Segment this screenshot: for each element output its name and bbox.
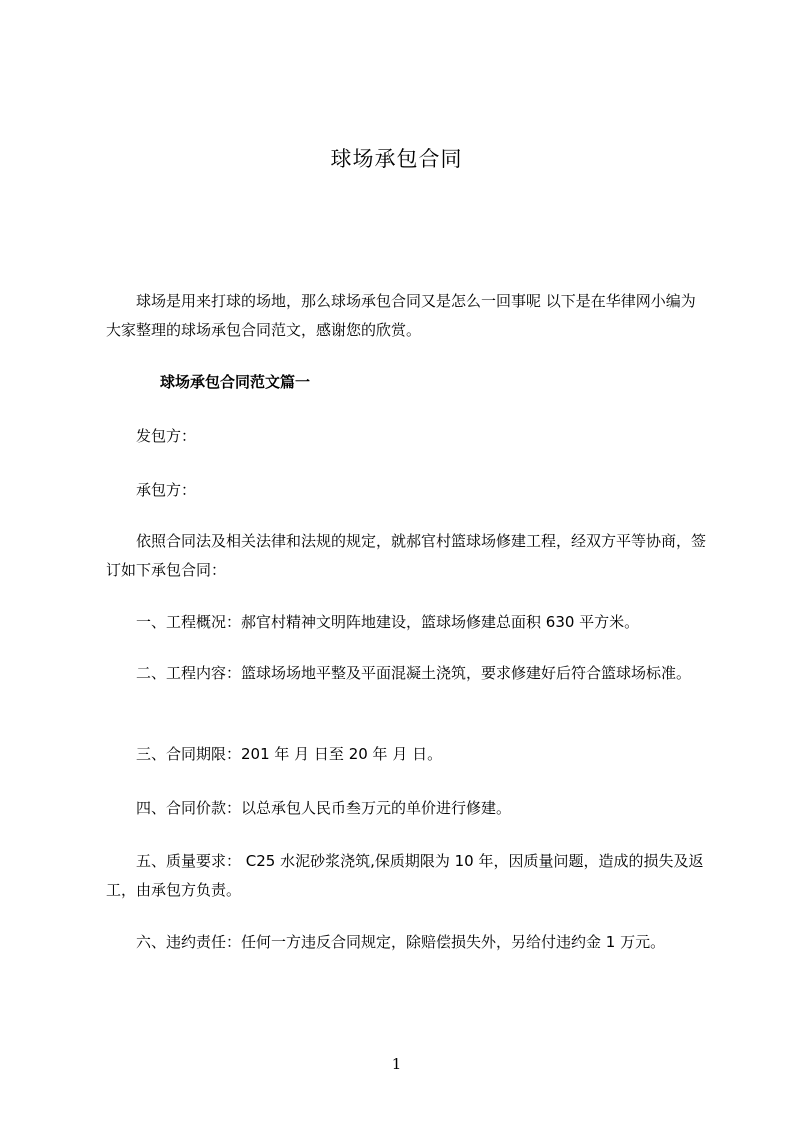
intro-paragraph: 球场是用来打球的场地，那么球场承包合同又是怎么一回事呢 以下是在华律网小编为大家整理的球场承包合同范文，感谢您的欣赏。: [106, 292, 696, 339]
clause-2: 二、工程内容：篮球场场地平整及平面混凝土浇筑，要求修建好后符合篮球场标准。: [136, 664, 692, 682]
clause-6: 六、违约责任：任何一方违反合同规定，除赔偿损失外，另给付违约金 1 万元。: [136, 933, 666, 951]
party-a-label: 发包方：: [136, 427, 197, 445]
section-heading: 球场承包合同范文篇一: [160, 373, 311, 391]
clause-1: 一、工程概况：郝官村精神文明阵地建设，篮球场修建总面积 630 平方米。: [136, 613, 640, 631]
clause-5: 五、质量要求： C25 水泥砂浆浇筑,保质期限为 10 年，因质量问题，造成的损失及返工，由承包方负责。: [106, 852, 704, 899]
page-number: 1: [391, 1055, 402, 1073]
clause-4: 四、合同价款：以总承包人民币叁万元的单价进行修建。: [136, 799, 512, 817]
clause-3: 三、合同期限：201 年 月 日至 20 年 月 日。: [136, 745, 443, 763]
preamble-paragraph: 依照合同法及相关法律和法规的规定，就郝官村篮球场修建工程，经双方平等协商，签订如下承包合同：: [106, 532, 707, 579]
document-title: 球场承包合同: [330, 147, 463, 171]
party-b-label: 承包方：: [136, 481, 197, 499]
